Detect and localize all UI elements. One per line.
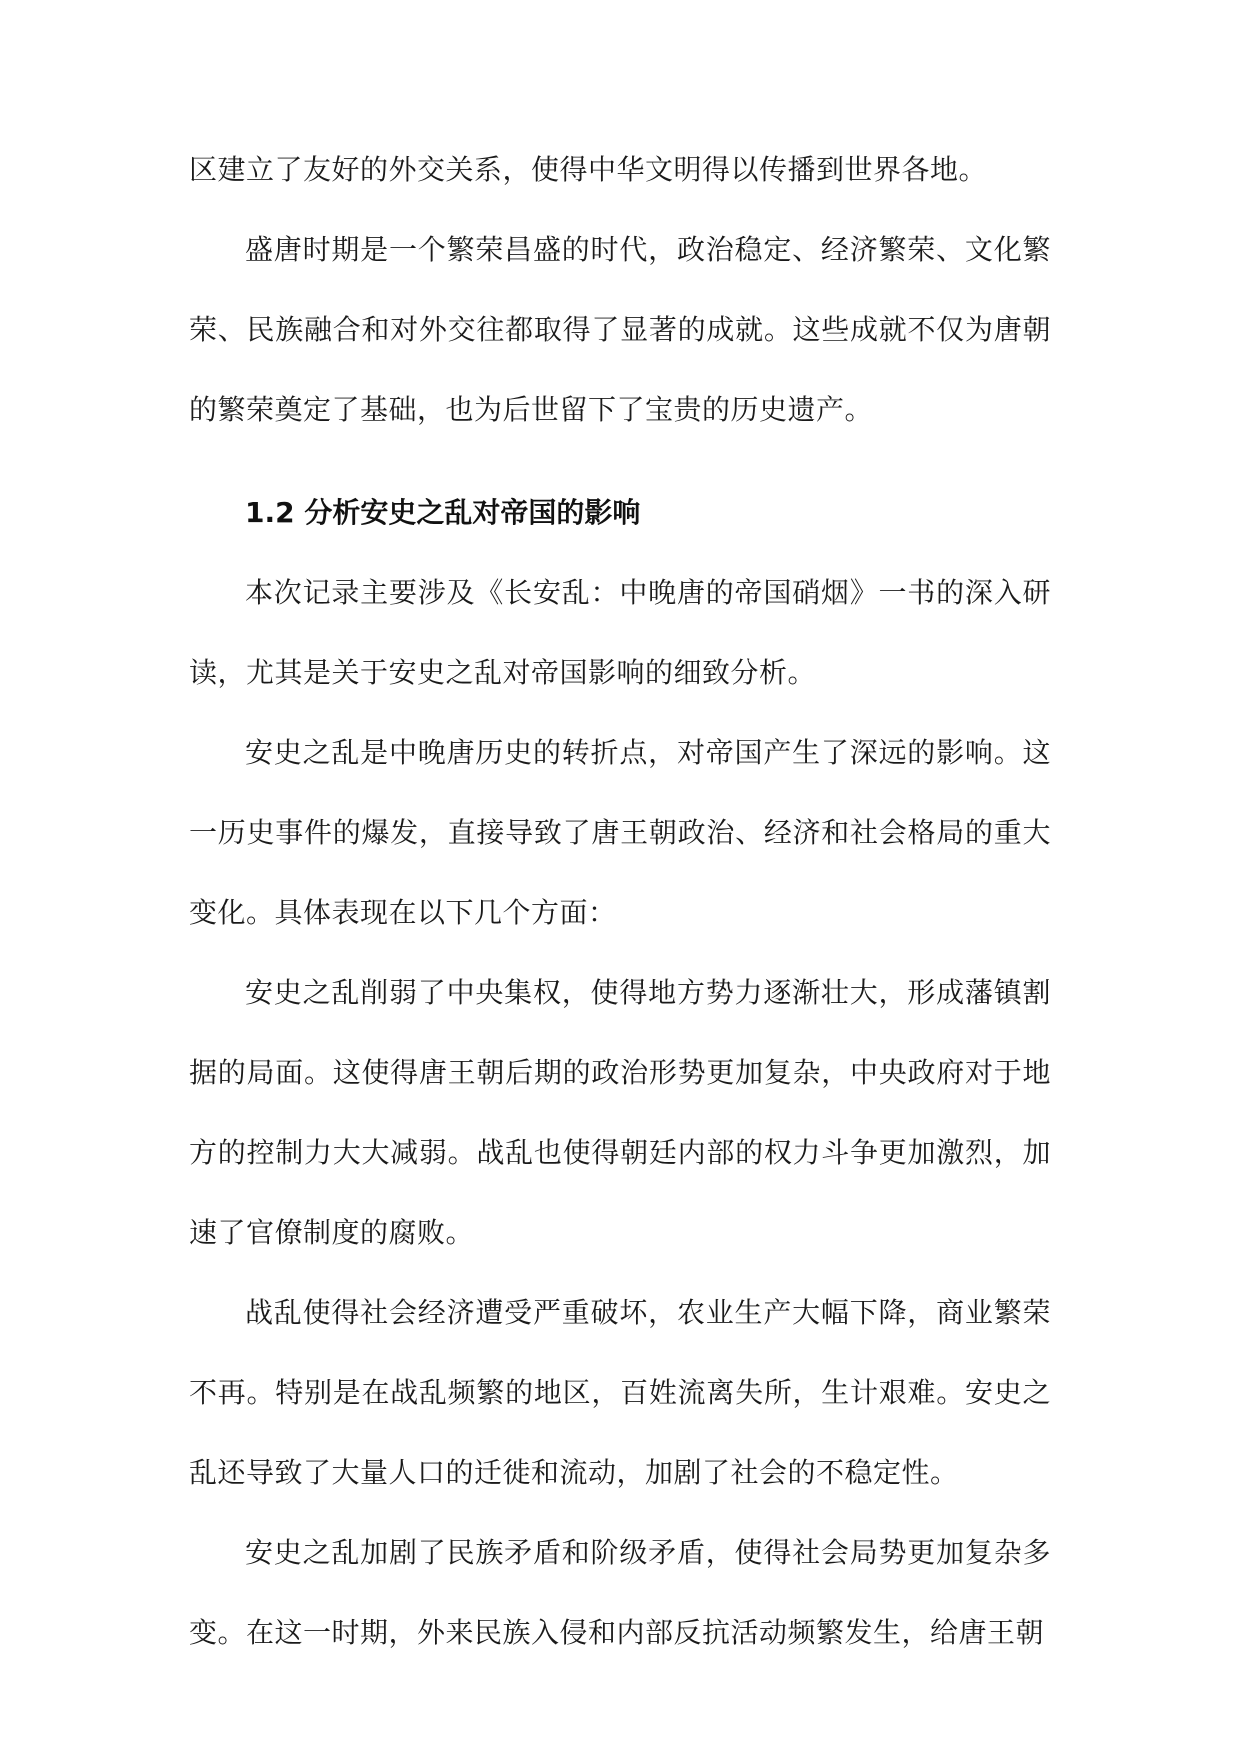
paragraph-political-impact: 安史之乱削弱了中央集权，使得地方势力逐渐壮大，形成藩镇割据的局面。这使得唐王朝后期的政治形势更加复杂，中央政府对于地方的控制力大大减弱。战乱也使得朝廷内部的权力斗争更加激烈，加速了官僚制度的腐败。 — [189, 976, 1051, 1249]
paragraph-social-impact: 安史之乱加剧了民族矛盾和阶级矛盾，使得社会局势更加复杂多变。在这一时期，外来民族入侵和内部反抗活动频繁发生，给唐王朝 — [189, 1536, 1051, 1649]
paragraph-turning-point: 安史之乱是中晚唐历史的转折点，对帝国产生了深远的影响。这一历史事件的爆发，直接导致了唐王朝政治、经济和社会格局的重大变化。具体表现在以下几个方面： — [189, 736, 1051, 929]
document-body — [189, 130, 1051, 1673]
paragraph-continuation: 区建立了友好的外交关系，使得中华文明得以传播到世界各地。 — [189, 153, 988, 186]
paragraph-tang-prosperity-summary: 盛唐时期是一个繁荣昌盛的时代，政治稳定、经济繁荣、文化繁荣、民族融合和对外交往都取得了显著的成就。这些成就不仅为唐朝的繁荣奠定了基础，也为后世留下了宝贵的历史遗产。 — [189, 233, 1051, 426]
section-heading: 1.2 分析安史之乱对帝国的影响 — [245, 496, 641, 529]
paragraph-reading-note: 本次记录主要涉及《长安乱：中晚唐的帝国硝烟》一书的深入研读，尤其是关于安史之乱对帝国影响的细致分析。 — [189, 576, 1051, 689]
paragraph-economic-impact: 战乱使得社会经济遭受严重破坏，农业生产大幅下降，商业繁荣不再。特别是在战乱频繁的地区，百姓流离失所，生计艰难。安史之乱还导致了大量人口的迁徙和流动，加剧了社会的不稳定性。 — [189, 1296, 1051, 1489]
